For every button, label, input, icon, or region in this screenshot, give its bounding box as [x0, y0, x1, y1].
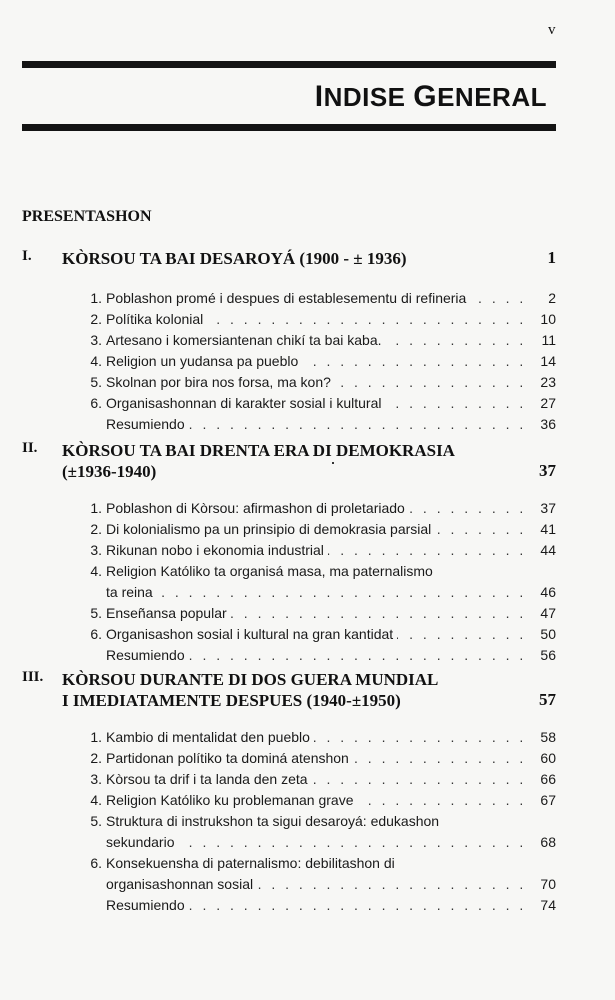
chapter-heading	[22, 248, 556, 270]
toc-entry	[86, 330, 556, 351]
entry-title: Kòrsou ta drif i ta landa den zeta	[106, 769, 312, 790]
toc-entry-continued	[86, 832, 556, 853]
entry-page: 58	[536, 727, 556, 748]
bottom-rule	[22, 124, 556, 131]
entry-title: Partidonan polítiko ta dominá atenshon	[106, 748, 353, 769]
entry-number: 3.	[90, 332, 102, 348]
entry-page: 46	[536, 582, 556, 603]
entry-title: Resumiendo	[106, 414, 189, 435]
entry-page: 68	[536, 832, 556, 853]
toc-entry	[86, 393, 556, 414]
entry-page: 66	[536, 769, 556, 790]
toc-entry	[86, 790, 556, 811]
entry-title: Kambio di mentalidat den pueblo	[106, 727, 314, 748]
toc-entry	[86, 895, 556, 916]
entry-number: 6.	[90, 855, 102, 871]
print-speck	[332, 462, 334, 464]
toc-entry-continued	[86, 582, 556, 603]
toc-entry	[86, 645, 556, 666]
entry-number: 4.	[90, 563, 102, 579]
entry-title-continued: ta reina	[106, 582, 157, 603]
page-title	[315, 80, 547, 114]
entry-page: 23	[536, 372, 556, 393]
entry-number: 1.	[90, 500, 102, 516]
entry-page: 44	[536, 540, 556, 561]
toc-entry	[86, 498, 556, 519]
entry-title: Artesano i komersiantenan chikí ta bai kaba.	[106, 330, 386, 351]
entry-title: Organisashonnan di karakter sosial i kultural	[106, 393, 385, 414]
entry-number: 5.	[90, 813, 102, 829]
toc-entry	[86, 748, 556, 769]
presentashon-heading: PRESENTASHON	[22, 208, 152, 225]
title-part-1: NDISE	[323, 82, 414, 112]
chapter-heading	[22, 440, 556, 484]
entry-title-continued: sekundario	[106, 832, 179, 853]
entry-title: Organisashon sosial i kultural na gran kantidat	[106, 624, 397, 645]
entry-number: 6.	[90, 395, 102, 411]
chapter-number: II.	[22, 440, 38, 456]
entry-title-continued: organisashonnan sosial	[106, 874, 257, 895]
chapter-title-line: (±1936-1940)	[62, 462, 157, 481]
entry-title: Polítika kolonial	[106, 309, 207, 330]
entry-number: 3.	[90, 542, 102, 558]
entry-page: 36	[536, 414, 556, 435]
entry-title: Religion un yudansa pa pueblo	[106, 351, 302, 372]
entry-number: 1.	[90, 729, 102, 745]
toc-entry	[86, 540, 556, 561]
entry-page: 11	[537, 330, 556, 351]
entry-page: 67	[536, 790, 556, 811]
page-number: v	[548, 22, 556, 38]
entry-page: 47	[536, 603, 556, 624]
entry-page: 50	[536, 624, 556, 645]
toc-entry	[86, 561, 556, 582]
chapter-number: I.	[22, 248, 32, 264]
entry-page: 60	[536, 748, 556, 769]
entry-page: 37	[536, 498, 556, 519]
chapter-title-line: I IMEDIATAMENTE DESPUES (1940-±1950)	[62, 691, 401, 710]
toc-entry	[86, 519, 556, 540]
toc-entry-continued	[86, 874, 556, 895]
chapter-title-line: KÒRSOU TA BAI DRENTA ERA DI DEMOKRASIA	[62, 441, 455, 460]
toc-entry	[86, 853, 556, 874]
entry-title: Resumiendo	[106, 895, 189, 916]
toc-entry	[86, 288, 556, 309]
toc-entry	[86, 769, 556, 790]
entry-page: 70	[536, 874, 556, 895]
leader-dots	[106, 582, 526, 603]
entry-title: Enseñansa popular	[106, 603, 231, 624]
chapter-title: KÒRSOU TA BAI DESAROYÁ (1900 - ± 1936)	[62, 249, 407, 268]
toc-entry	[86, 624, 556, 645]
chapter-entries	[86, 727, 556, 916]
chapter-title-line: KÒRSOU DURANTE DI DOS GUERA MUNDIAL	[62, 670, 439, 689]
title-initial-1: I	[314, 80, 324, 113]
entry-title: Poblashon di Kòrsou: afirmashon di proletariado	[106, 498, 409, 519]
entry-page: 74	[536, 895, 556, 916]
toc-entry	[86, 372, 556, 393]
chapter-number: III.	[22, 669, 44, 685]
entry-title: Resumiendo	[106, 645, 189, 666]
chapter-entries	[86, 288, 556, 435]
entry-number: 6.	[90, 626, 102, 642]
entry-number: 5.	[90, 374, 102, 390]
entry-number: 3.	[90, 771, 102, 787]
toc-entry	[86, 811, 556, 832]
entry-page: 10	[536, 309, 556, 330]
entry-number: 4.	[90, 792, 102, 808]
top-rule	[22, 61, 556, 68]
entry-number: 5.	[90, 605, 102, 621]
toc-entry	[86, 603, 556, 624]
entry-page: 27	[536, 393, 556, 414]
entry-title: Di kolonialismo pa un prinsipio di demokrasia parsial	[106, 519, 435, 540]
title-part-2: ENERAL	[437, 82, 547, 112]
entry-number: 2.	[90, 750, 102, 766]
toc-entry	[86, 309, 556, 330]
chapter-page: 37	[539, 461, 556, 480]
entry-number: 4.	[90, 353, 102, 369]
chapter-page: 57	[539, 690, 556, 709]
entry-title: Skolnan por bira nos forsa, ma kon?	[106, 372, 335, 393]
entry-title: Poblashon promé i despues di establesementu di refineria	[106, 288, 470, 309]
entry-title: Religion Katóliko ta organisá masa, ma paternalismo	[106, 561, 437, 582]
toc-entry	[86, 414, 556, 435]
toc-entry	[86, 351, 556, 372]
chapter-heading	[22, 669, 556, 713]
chapter-entries	[86, 498, 556, 666]
entry-page: 14	[536, 351, 556, 372]
entry-title: Religion Katóliko ku problemanan grave	[106, 790, 357, 811]
chapter-page: 1	[547, 248, 556, 267]
entry-number: 1.	[90, 290, 102, 306]
entry-number: 2.	[90, 521, 102, 537]
entry-title: Konsekuensha di paternalismo: debilitashon di	[106, 853, 399, 874]
toc-entry	[86, 727, 556, 748]
entry-number: 2.	[90, 311, 102, 327]
entry-title: Rikunan nobo i ekonomia industrial	[106, 540, 328, 561]
entry-page: 2	[544, 288, 556, 309]
title-initial-2: G	[413, 80, 438, 113]
entry-title: Struktura di instrukshon ta sigui desaroyá: edukashon	[106, 811, 443, 832]
entry-page: 41	[536, 519, 556, 540]
entry-page: 56	[536, 645, 556, 666]
